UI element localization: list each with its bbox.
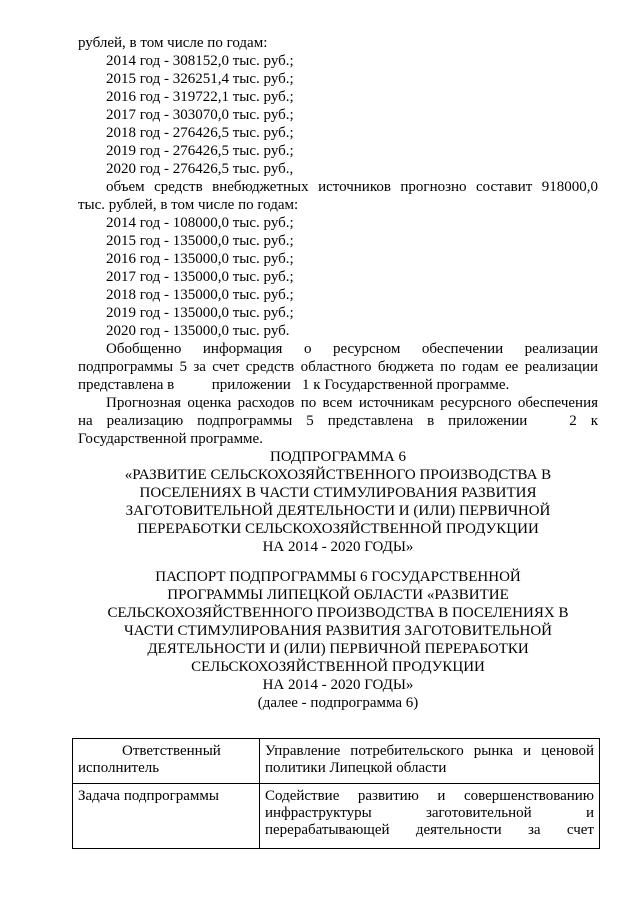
- summary-paragraph-line: подпрограммы 5 за счет средств областного бюджета по годам ее реализации: [78, 359, 598, 375]
- table-cell-label: [73, 784, 260, 849]
- table-cell-value: [260, 739, 600, 784]
- extrabudget-year-line: 2019 год - 135000,0 тыс. руб.;: [106, 305, 294, 321]
- regional-year-line: 2019 год - 276426,5 тыс. руб.;: [106, 143, 294, 159]
- forecast-paragraph-line: Государственной программе.: [78, 431, 263, 447]
- extrabudget-year-line: 2014 год - 108000,0 тыс. руб.;: [106, 215, 294, 231]
- heading-line: «РАЗВИТИЕ СЕЛЬСКОХОЗЯЙСТВЕННОГО ПРОИЗВОДСТВА В: [124, 467, 552, 483]
- heading-line: НА 2014 - 2020 ГОДЫ»: [262, 539, 414, 555]
- heading-line: ДЕЯТЕЛЬНОСТИ И (ИЛИ) ПЕРВИЧНОЙ ПЕРЕРАБОТКИ: [147, 641, 529, 657]
- text-line: рублей, в том числе по годам:: [78, 35, 268, 51]
- regional-year-line: 2014 год - 308152,0 тыс. руб.;: [106, 53, 294, 69]
- extrabudget-intro-line: тыс. рублей, в том числе по годам:: [78, 197, 299, 213]
- summary-paragraph-line: представлена в приложении 1 к Государственной программе.: [78, 377, 510, 393]
- heading-line: ПРОГРАММЫ ЛИПЕЦКОЙ ОБЛАСТИ «РАЗВИТИЕ: [167, 587, 509, 603]
- heading-line: ЗАГОТОВИТЕЛЬНОЙ ДЕЯТЕЛЬНОСТИ И (ИЛИ) ПЕРВИЧНОЙ: [125, 503, 551, 519]
- regional-year-line: 2015 год - 326251,4 тыс. руб.;: [106, 71, 294, 87]
- extrabudget-year-line: 2017 год - 135000,0 тыс. руб.;: [106, 269, 294, 285]
- table-cell-value: [260, 784, 600, 849]
- heading-subtitle: (далее - подпрограмма 6): [257, 695, 419, 711]
- cell-text: Управление потребительского рынка и ценовой: [265, 743, 594, 759]
- cell-text: перерабатывающей деятельности за счет: [265, 822, 594, 838]
- regional-year-line: 2020 год - 276426,5 тыс. руб.,: [106, 161, 294, 177]
- extrabudget-year-line: 2015 год - 135000,0 тыс. руб.;: [106, 233, 294, 249]
- cell-text: инфраструктуры заготовительной и: [265, 805, 594, 821]
- heading-line: НА 2014 - 2020 ГОДЫ»: [262, 677, 414, 693]
- table-row: [73, 784, 600, 849]
- passport-heading: [78, 568, 598, 712]
- heading-line: ПАСПОРТ ПОДПРОГРАММЫ 6 ГОСУДАРСТВЕННОЙ: [155, 569, 521, 585]
- subprogram-heading: [78, 448, 598, 556]
- heading-line: СЕЛЬСКОХОЗЯЙСТВЕННОГО ПРОИЗВОДСТВА В ПОСЕЛЕНИЯХ В: [107, 605, 569, 621]
- cell-text: Задача подпрограммы: [78, 788, 219, 804]
- cell-text: Содействие развитию и совершенствованию: [265, 788, 594, 804]
- regional-year-line: 2017 год - 303070,0 тыс. руб.;: [106, 107, 294, 123]
- extrabudget-year-line: 2020 год - 135000,0 тыс. руб.: [106, 323, 290, 339]
- extrabudget-year-line: 2018 год - 135000,0 тыс. руб.;: [106, 287, 294, 303]
- forecast-paragraph-line: на реализацию подпрограммы 5 представлена в приложении 2 к: [78, 413, 598, 429]
- forecast-paragraph-line: Прогнозная оценка расходов по всем источникам ресурсного обеспечения: [106, 395, 598, 411]
- budget-section: [78, 34, 598, 448]
- table-cell-label: [73, 739, 260, 784]
- passport-table: [72, 738, 600, 849]
- table-row: [73, 739, 600, 784]
- regional-year-line: 2018 год - 276426,5 тыс. руб.;: [106, 125, 294, 141]
- heading-line: СЕЛЬСКОХОЗЯЙСТВЕННОЙ ПРОДУКЦИИ: [191, 659, 485, 675]
- summary-paragraph-line: Обобщенно информация о ресурсном обеспечении реализации: [106, 341, 598, 357]
- regional-year-line: 2016 год - 319722,1 тыс. руб.;: [106, 89, 294, 105]
- cell-text: политики Липецкой области: [265, 760, 447, 776]
- cell-text: исполнитель: [78, 760, 160, 776]
- cell-text: Ответственный: [122, 743, 221, 759]
- extrabudget-intro-line: объем средств внебюджетных источников прогнозно составит 918000,0: [106, 179, 598, 195]
- heading-line: ЧАСТИ СТИМУЛИРОВАНИЯ РАЗВИТИЯ ЗАГОТОВИТЕЛЬНОЙ: [123, 623, 553, 639]
- heading-line: ПОДПРОГРАММА 6: [269, 449, 407, 465]
- heading-line: ПЕРЕРАБОТКИ СЕЛЬСКОХОЗЯЙСТВЕННОЙ ПРОДУКЦИИ: [137, 521, 539, 537]
- extrabudget-year-line: 2016 год - 135000,0 тыс. руб.;: [106, 251, 294, 267]
- heading-line: ПОСЕЛЕНИЯХ В ЧАСТИ СТИМУЛИРОВАНИЯ РАЗВИТИЯ: [139, 485, 537, 501]
